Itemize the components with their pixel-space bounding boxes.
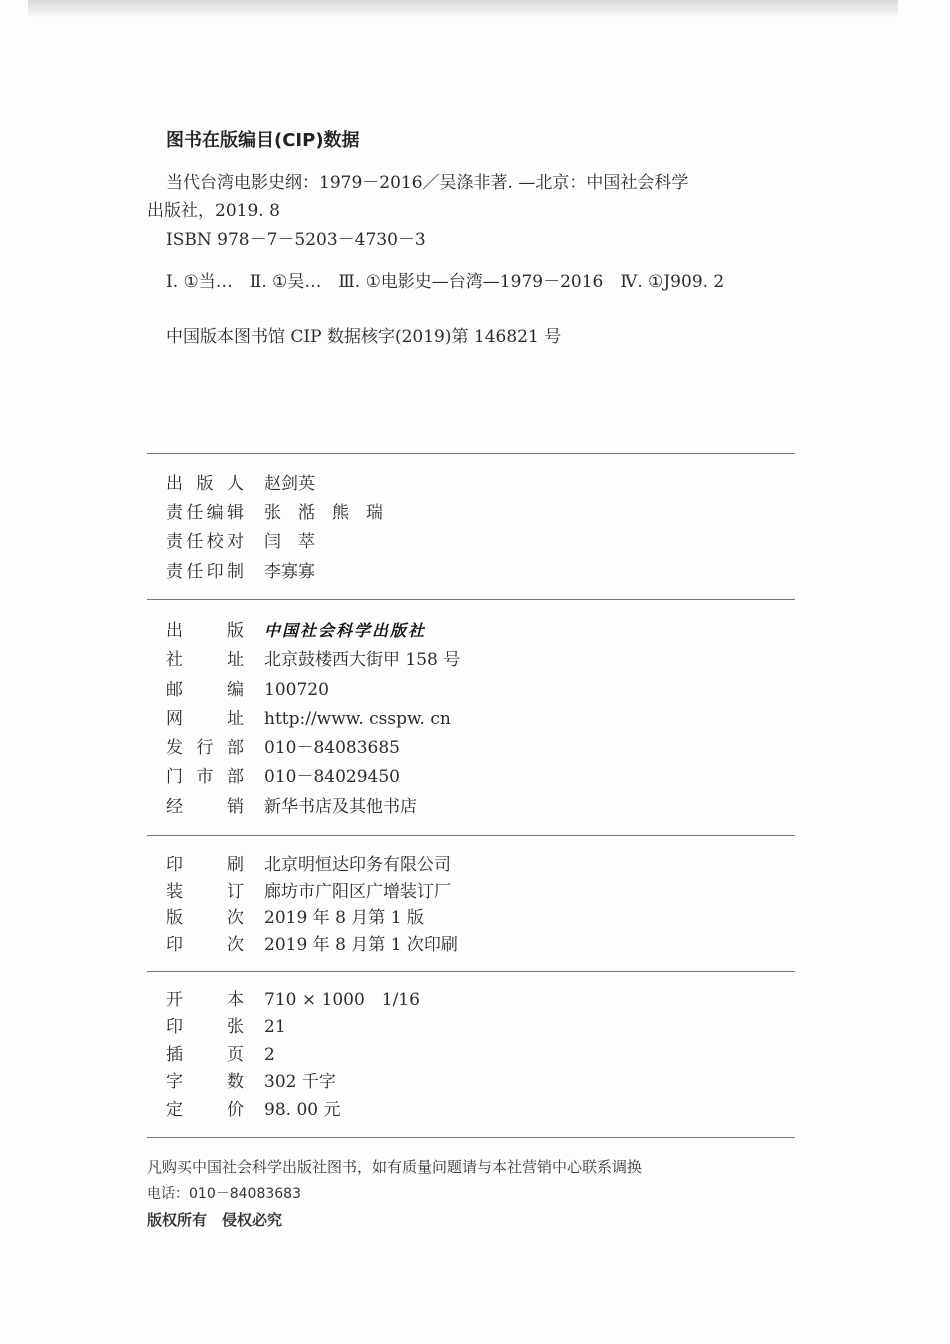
printing-value: 2019 年 8 月第 1 版 [264, 908, 424, 928]
publisher-value: 北京鼓楼西大街甲 158 号 [264, 650, 461, 670]
staff-label: 责任编辑 [166, 503, 244, 523]
printing-value: 2019 年 8 月第 1 次印刷 [264, 935, 458, 955]
printing-value: 廊坊市广阳区广增装订厂 [264, 882, 451, 902]
staff-value: 张 湉 熊 瑞 [264, 503, 383, 523]
spec-row [166, 1070, 336, 1094]
staff-value: 李寡寡 [264, 562, 315, 582]
printing-label: 装 订 [166, 882, 244, 902]
spec-label: 插 页 [166, 1045, 244, 1065]
spec-label: 定 价 [166, 1100, 244, 1120]
spec-label: 字 数 [166, 1072, 244, 1092]
spec-value: 2 [264, 1045, 275, 1065]
cip-library-number: 中国版本图书馆 CIP 数据核字(2019)第 146821 号 [166, 327, 562, 347]
cip-bibliographic-continuation: 出版社，2019. 8 [147, 201, 280, 221]
scan-shadow [28, 0, 898, 18]
spec-row [166, 1043, 275, 1067]
quality-notice: 凡购买中国社会科学出版社图书，如有质量问题请与本社营销中心联系调换 [147, 1158, 643, 1176]
copyright-notice: 版权所有 侵权必究 [147, 1211, 283, 1229]
spec-value: 302 千字 [264, 1072, 336, 1092]
publisher-label: 邮 编 [166, 680, 244, 700]
printing-value: 北京明恒达印务有限公司 [264, 855, 451, 875]
spec-row [166, 1015, 286, 1039]
publisher-row [166, 678, 329, 702]
publisher-label: 门 市 部 [166, 767, 244, 787]
publisher-label: 社 址 [166, 650, 244, 670]
service-phone: 电话：010－84083683 [147, 1186, 301, 1202]
staff-value: 闫 萃 [264, 532, 315, 552]
spec-row [166, 988, 420, 1012]
section-divider [147, 453, 795, 454]
publisher-label: 经 销 [166, 797, 244, 817]
publisher-value: 新华书店及其他书店 [264, 797, 417, 817]
staff-row [166, 530, 315, 554]
cip-bibliographic-line: 当代台湾电影史纲：1979－2016／吴涤非著. —北京：中国社会科学 [166, 173, 689, 193]
publisher-label: 出 版 [166, 621, 244, 641]
staff-row [166, 560, 315, 584]
printing-row [166, 906, 424, 930]
spec-label: 开 本 [166, 990, 244, 1010]
printing-label: 版 次 [166, 908, 244, 928]
publisher-row [166, 619, 427, 643]
spec-row [166, 1098, 341, 1122]
staff-value: 赵剑英 [264, 474, 315, 494]
publisher-logo: 中国社会科学出版社 [264, 621, 427, 640]
publisher-row [166, 707, 451, 731]
printing-row [166, 880, 451, 904]
section-divider [147, 599, 795, 600]
staff-row [166, 501, 383, 525]
publisher-row [166, 648, 461, 672]
section-divider [147, 971, 795, 972]
spec-label: 印 张 [166, 1017, 244, 1037]
section-divider [147, 835, 795, 836]
printing-label: 印 刷 [166, 855, 244, 875]
printing-row [166, 853, 451, 877]
publisher-value: 010－84029450 [264, 767, 400, 787]
spec-value: 710 × 1000 1/16 [264, 990, 420, 1010]
staff-row [166, 472, 315, 496]
publisher-row [166, 736, 400, 760]
printing-label: 印 次 [166, 935, 244, 955]
spec-value: 98. 00 元 [264, 1100, 341, 1120]
publisher-value: 010－84083685 [264, 738, 400, 758]
printing-row [166, 933, 458, 957]
section-divider [147, 1137, 795, 1138]
cip-classification: Ⅰ. ①当… Ⅱ. ①吴… Ⅲ. ①电影史—台湾—1979－2016 Ⅳ. ①J909. 2 [166, 272, 725, 292]
publisher-value: 100720 [264, 680, 329, 700]
staff-label: 责任印制 [166, 562, 244, 582]
publisher-label: 网 址 [166, 709, 244, 729]
cip-title: 图书在版编目(CIP)数据 [166, 130, 360, 151]
staff-label: 责任校对 [166, 532, 244, 552]
spec-value: 21 [264, 1017, 286, 1037]
publisher-row [166, 795, 417, 819]
publisher-row [166, 765, 400, 789]
cip-isbn: ISBN 978－7－5203－4730－3 [166, 230, 426, 250]
staff-label: 出 版 人 [166, 474, 244, 494]
publisher-label: 发 行 部 [166, 738, 244, 758]
publisher-website: http://www. csspw. cn [264, 709, 451, 729]
